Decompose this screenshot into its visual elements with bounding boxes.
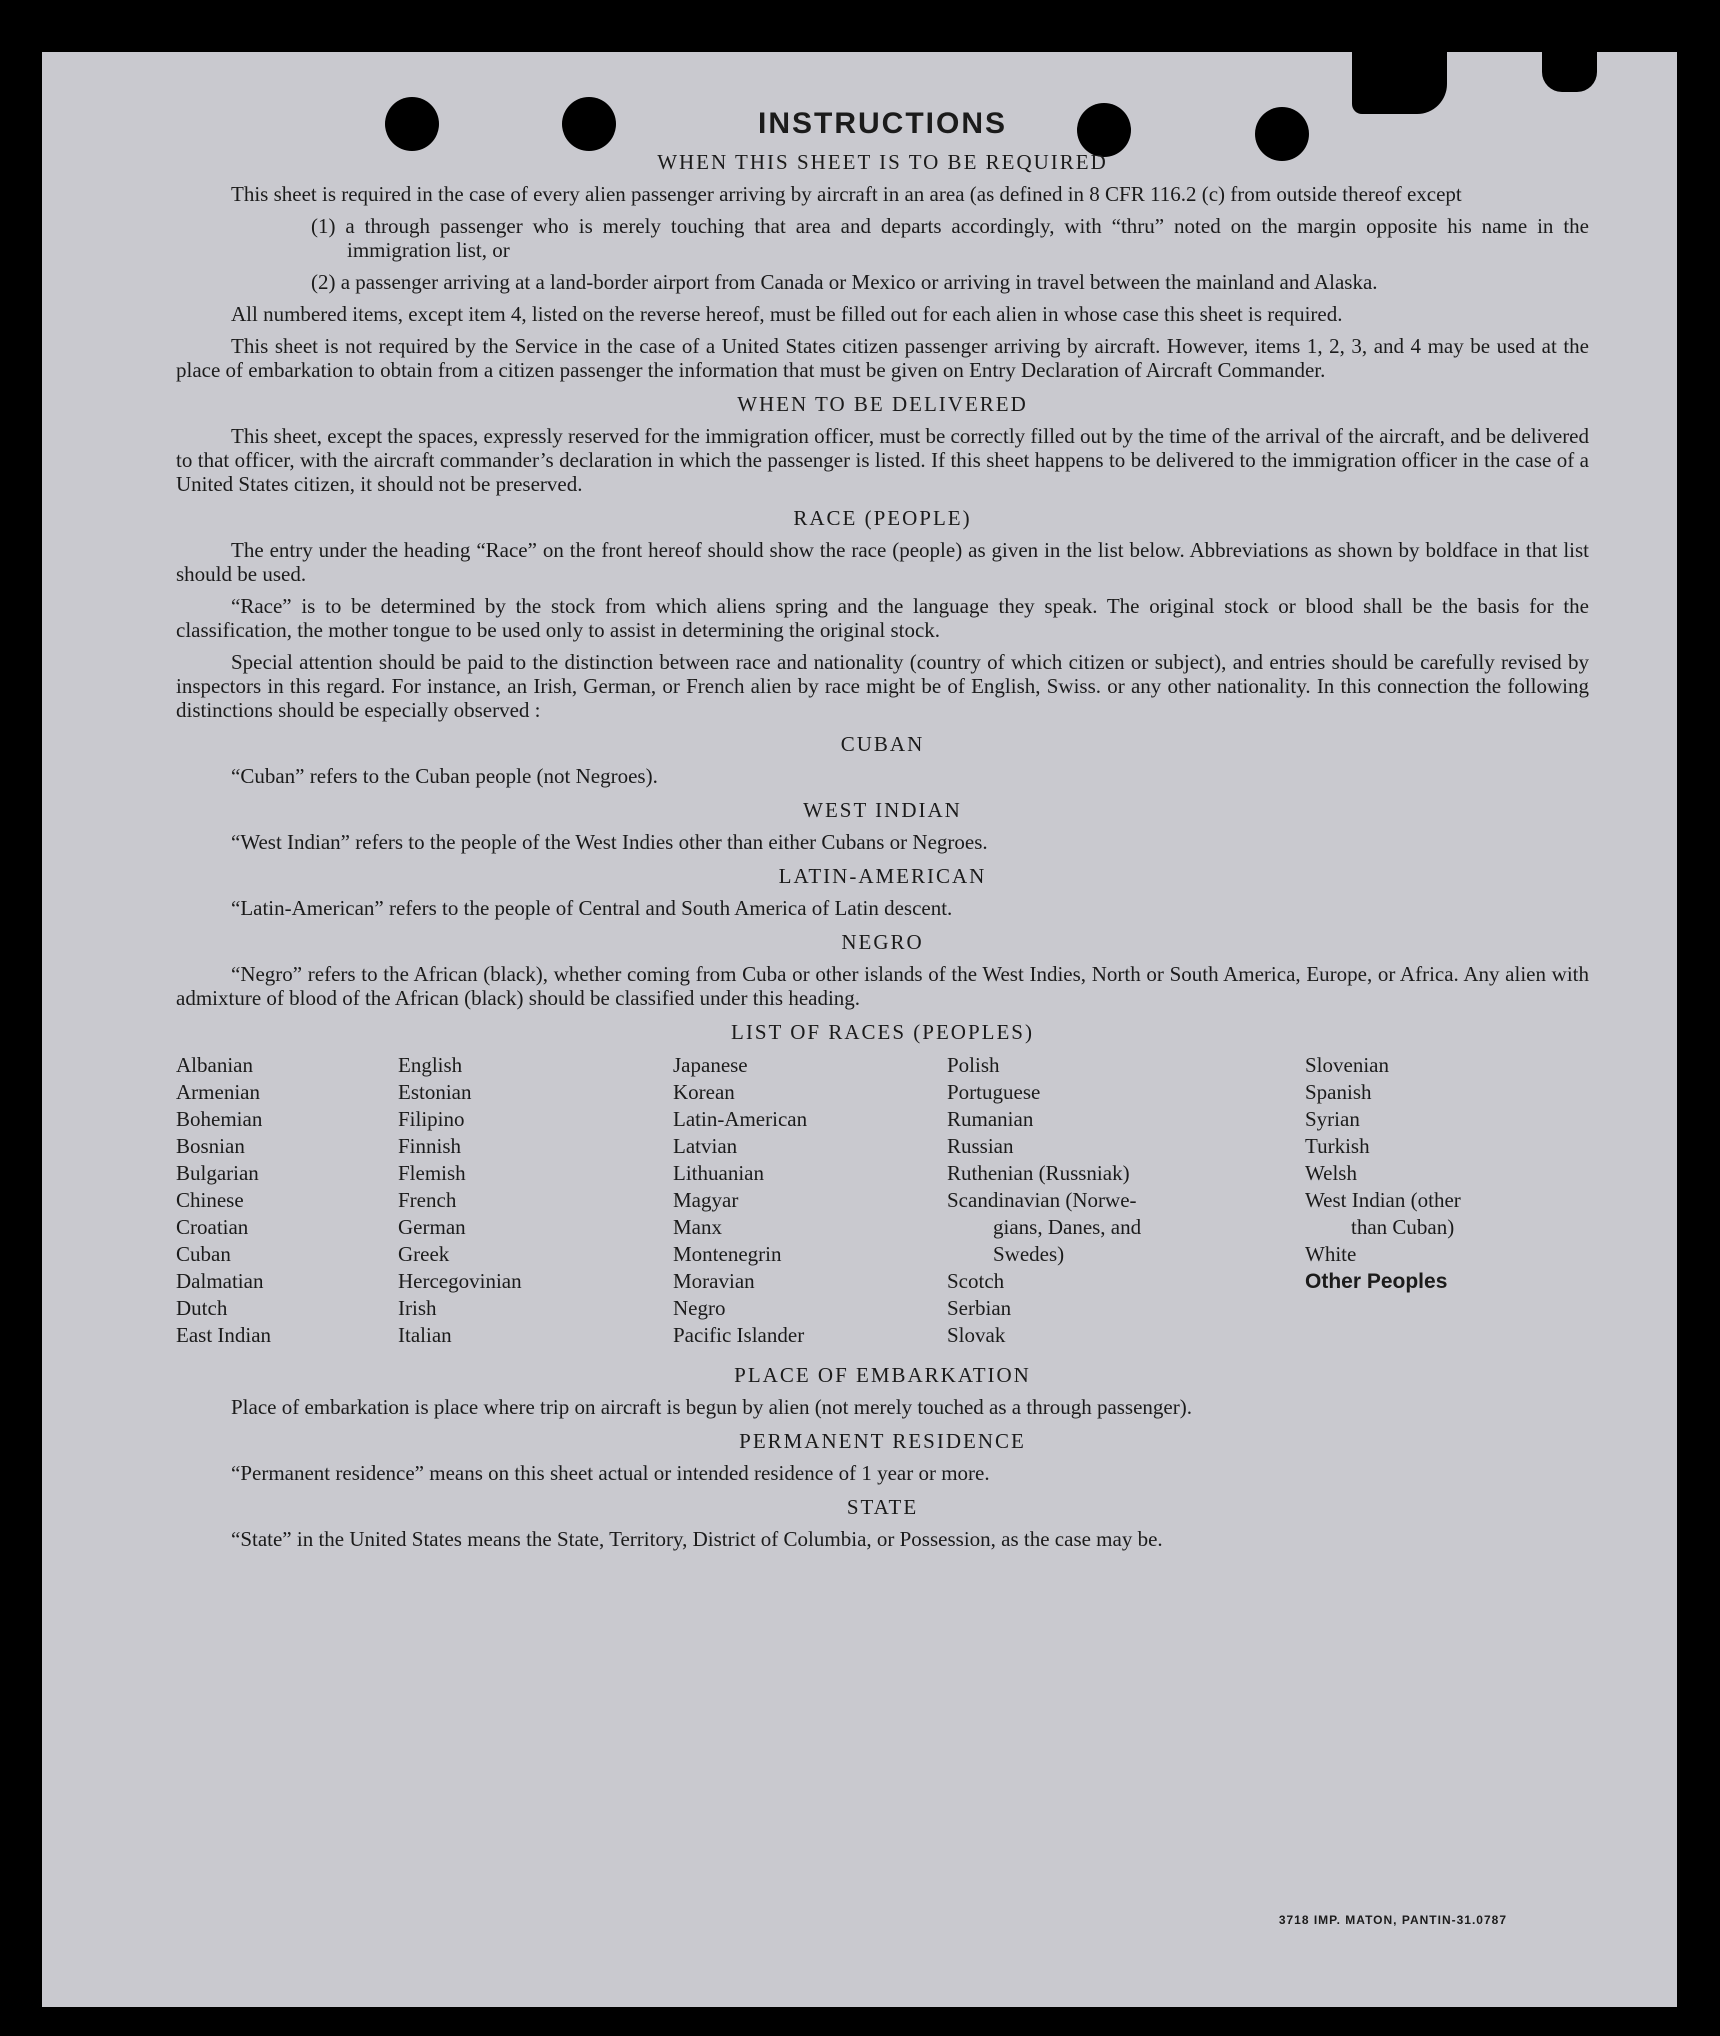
section-heading: PERMANENT RESIDENCE <box>739 1429 1026 1453</box>
paragraph: This sheet is required in the case of every alien passenger arriving by aircraft in an area (as defined in 8 CFR 116.2 (c) from outside thereof except <box>231 182 1462 206</box>
race-item: Swedes) <box>993 1242 1065 1266</box>
race-item: West Indian (other <box>1305 1188 1461 1212</box>
race-item: Croatian <box>176 1215 249 1239</box>
race-item: Armenian <box>176 1080 260 1104</box>
paragraph: This sheet is not required by the Service in the case of a United States citizen passenger arriving by aircraft. However, items 1, 2, 3, and 4 may be used at the place of embarkation to obtain from a citizen passenger the information that must be given on Entry Declaration of Aircraft Commander. <box>176 334 1589 382</box>
race-item: Japanese <box>673 1053 748 1077</box>
race-item: Slovenian <box>1305 1053 1389 1077</box>
section-heading: WHEN THIS SHEET IS TO BE REQUIRED <box>657 150 1108 174</box>
race-item: Cuban <box>176 1242 231 1266</box>
section-heading: NEGRO <box>841 930 924 954</box>
paragraph: Special attention should be paid to the distinction between race and nationality (country of which citizen or subject), and entries should be carefully revised by inspectors in this regard. For instance, an Irish, German, or French alien by race might be of English, Swiss. or any other nationality. In this connection the following distinctions should be especially observed : <box>176 650 1589 722</box>
paragraph: All numbered items, except item 4, listed on the reverse hereof, must be filled out for each alien in whose case this sheet is required. <box>231 302 1343 326</box>
section-heading: PLACE OF EMBARKATION <box>734 1363 1031 1387</box>
race-item: Welsh <box>1305 1161 1357 1185</box>
races-column <box>176 1052 398 1349</box>
race-item: Slovak <box>947 1323 1006 1347</box>
race-item: Korean <box>673 1080 735 1104</box>
race-item: Bulgarian <box>176 1161 259 1185</box>
instructions-body <box>176 107 1590 1559</box>
races-column <box>398 1052 673 1349</box>
race-item: Polish <box>947 1053 1000 1077</box>
race-item: Latvian <box>673 1134 738 1158</box>
race-item: Latin-American <box>673 1107 808 1131</box>
race-item: Pacific Islander <box>673 1323 805 1347</box>
race-item: Montenegrin <box>673 1242 782 1266</box>
race-item: Magyar <box>673 1188 739 1212</box>
race-item: French <box>398 1188 457 1212</box>
section-heading: LATIN-AMERICAN <box>778 864 987 888</box>
race-item: German <box>398 1215 466 1239</box>
race-item: Moravian <box>673 1269 755 1293</box>
races-column <box>673 1052 947 1349</box>
page-title: INSTRUCTIONS <box>758 107 1007 140</box>
paragraph: “Cuban” refers to the Cuban people (not Negroes). <box>231 764 658 788</box>
race-item: Serbian <box>947 1296 1012 1320</box>
race-item: Russian <box>947 1134 1014 1158</box>
document-sheet <box>42 52 1677 2007</box>
race-item: Syrian <box>1305 1107 1360 1131</box>
paragraph: “Negro” refers to the African (black), whether coming from Cuba or other islands of the West Indies, North or South America, Europe, or Africa. Any alien with admixture of blood of the African (black) should be classified under this heading. <box>176 962 1589 1010</box>
race-item: Irish <box>398 1296 437 1320</box>
race-item: Spanish <box>1305 1080 1372 1104</box>
section-heading: WEST INDIAN <box>803 798 962 822</box>
race-item: Bosnian <box>176 1134 245 1158</box>
section-heading: WHEN TO BE DELIVERED <box>737 392 1028 416</box>
torn-corner <box>1542 52 1597 92</box>
race-item: Hercegovinian <box>398 1269 522 1293</box>
paragraph: “State” in the United States means the State, Territory, District of Columbia, or Possession, as the case may be. <box>231 1527 1163 1551</box>
race-item: Turkish <box>1305 1134 1370 1158</box>
race-item: Estonian <box>398 1080 472 1104</box>
race-item: Ruthenian (Russniak) <box>947 1161 1130 1185</box>
race-item: Greek <box>398 1242 450 1266</box>
paragraph: The entry under the heading “Race” on the front hereof should show the race (people) as given in the list below. Abbreviations as shown by boldface in that list should be used. <box>176 538 1589 586</box>
race-item: Negro <box>673 1296 726 1320</box>
race-item: White <box>1305 1242 1357 1266</box>
race-item: Dutch <box>176 1296 228 1320</box>
race-item: Rumanian <box>947 1107 1034 1131</box>
paragraph: “West Indian” refers to the people of the West Indies other than either Cubans or Negroes. <box>231 830 988 854</box>
race-item: Scandinavian (Norwe- <box>947 1188 1137 1212</box>
race-item: Scotch <box>947 1269 1005 1293</box>
list-item: (2) a passenger arriving at a land-border airport from Canada or Mexico or arriving in travel between the mainland and Alaska. <box>311 270 1378 294</box>
race-item: Finnish <box>398 1134 462 1158</box>
paragraph: Place of embarkation is place where trip on aircraft is begun by alien (not merely touched as a through passenger). <box>231 1395 1192 1419</box>
race-item: than Cuban) <box>1351 1215 1455 1239</box>
section-heading: CUBAN <box>840 732 925 756</box>
race-item: gians, Danes, and <box>993 1215 1142 1239</box>
race-item: Bohemian <box>176 1107 263 1131</box>
race-item: Lithuanian <box>673 1161 764 1185</box>
paragraph: “Race” is to be determined by the stock from which aliens spring and the language they speak. The original stock or blood shall be the basis for the classification, the mother tongue to be used only to assist in determining the original stock. <box>176 594 1589 642</box>
race-item: Dalmatian <box>176 1269 264 1293</box>
race-item: Filipino <box>398 1107 465 1131</box>
race-item: East Indian <box>176 1323 272 1347</box>
race-item: Other Peoples <box>1305 1270 1448 1293</box>
race-item: Albanian <box>176 1053 253 1077</box>
torn-corner <box>1352 52 1447 114</box>
race-item: Portuguese <box>947 1080 1041 1104</box>
races-list <box>176 1052 1589 1349</box>
paragraph: “Latin-American” refers to the people of Central and South America of Latin descent. <box>231 896 953 920</box>
list-item: (1) a through passenger who is merely touching that area and departs accordingly, with “thru” noted on the margin opposite his name in the immigration list, or <box>311 214 1589 262</box>
printer-imprint: 3718 IMP. MATON, PANTIN-31.0787 <box>1278 1913 1507 1927</box>
race-item: Flemish <box>398 1161 466 1185</box>
section-heading: STATE <box>846 1495 919 1519</box>
paragraph: “Permanent residence” means on this sheet actual or intended residence of 1 year or more. <box>231 1461 990 1485</box>
section-heading: LIST OF RACES (PEOPLES) <box>731 1020 1034 1044</box>
races-column <box>1305 1052 1565 1349</box>
race-item: Manx <box>673 1215 722 1239</box>
race-item: English <box>398 1053 463 1077</box>
section-heading: RACE (PEOPLE) <box>793 506 972 530</box>
paragraph: This sheet, except the spaces, expressly reserved for the immigration officer, must be correctly filled out by the time of the arrival of the aircraft, and be delivered to that officer, with the aircraft commander’s declaration in which the passenger is listed. If this sheet happens to be delivered to the immigration officer in the case of a United States citizen, it should not be preserved. <box>176 424 1590 496</box>
race-item: Italian <box>398 1323 452 1347</box>
race-item: Chinese <box>176 1188 244 1212</box>
races-column <box>947 1052 1305 1349</box>
